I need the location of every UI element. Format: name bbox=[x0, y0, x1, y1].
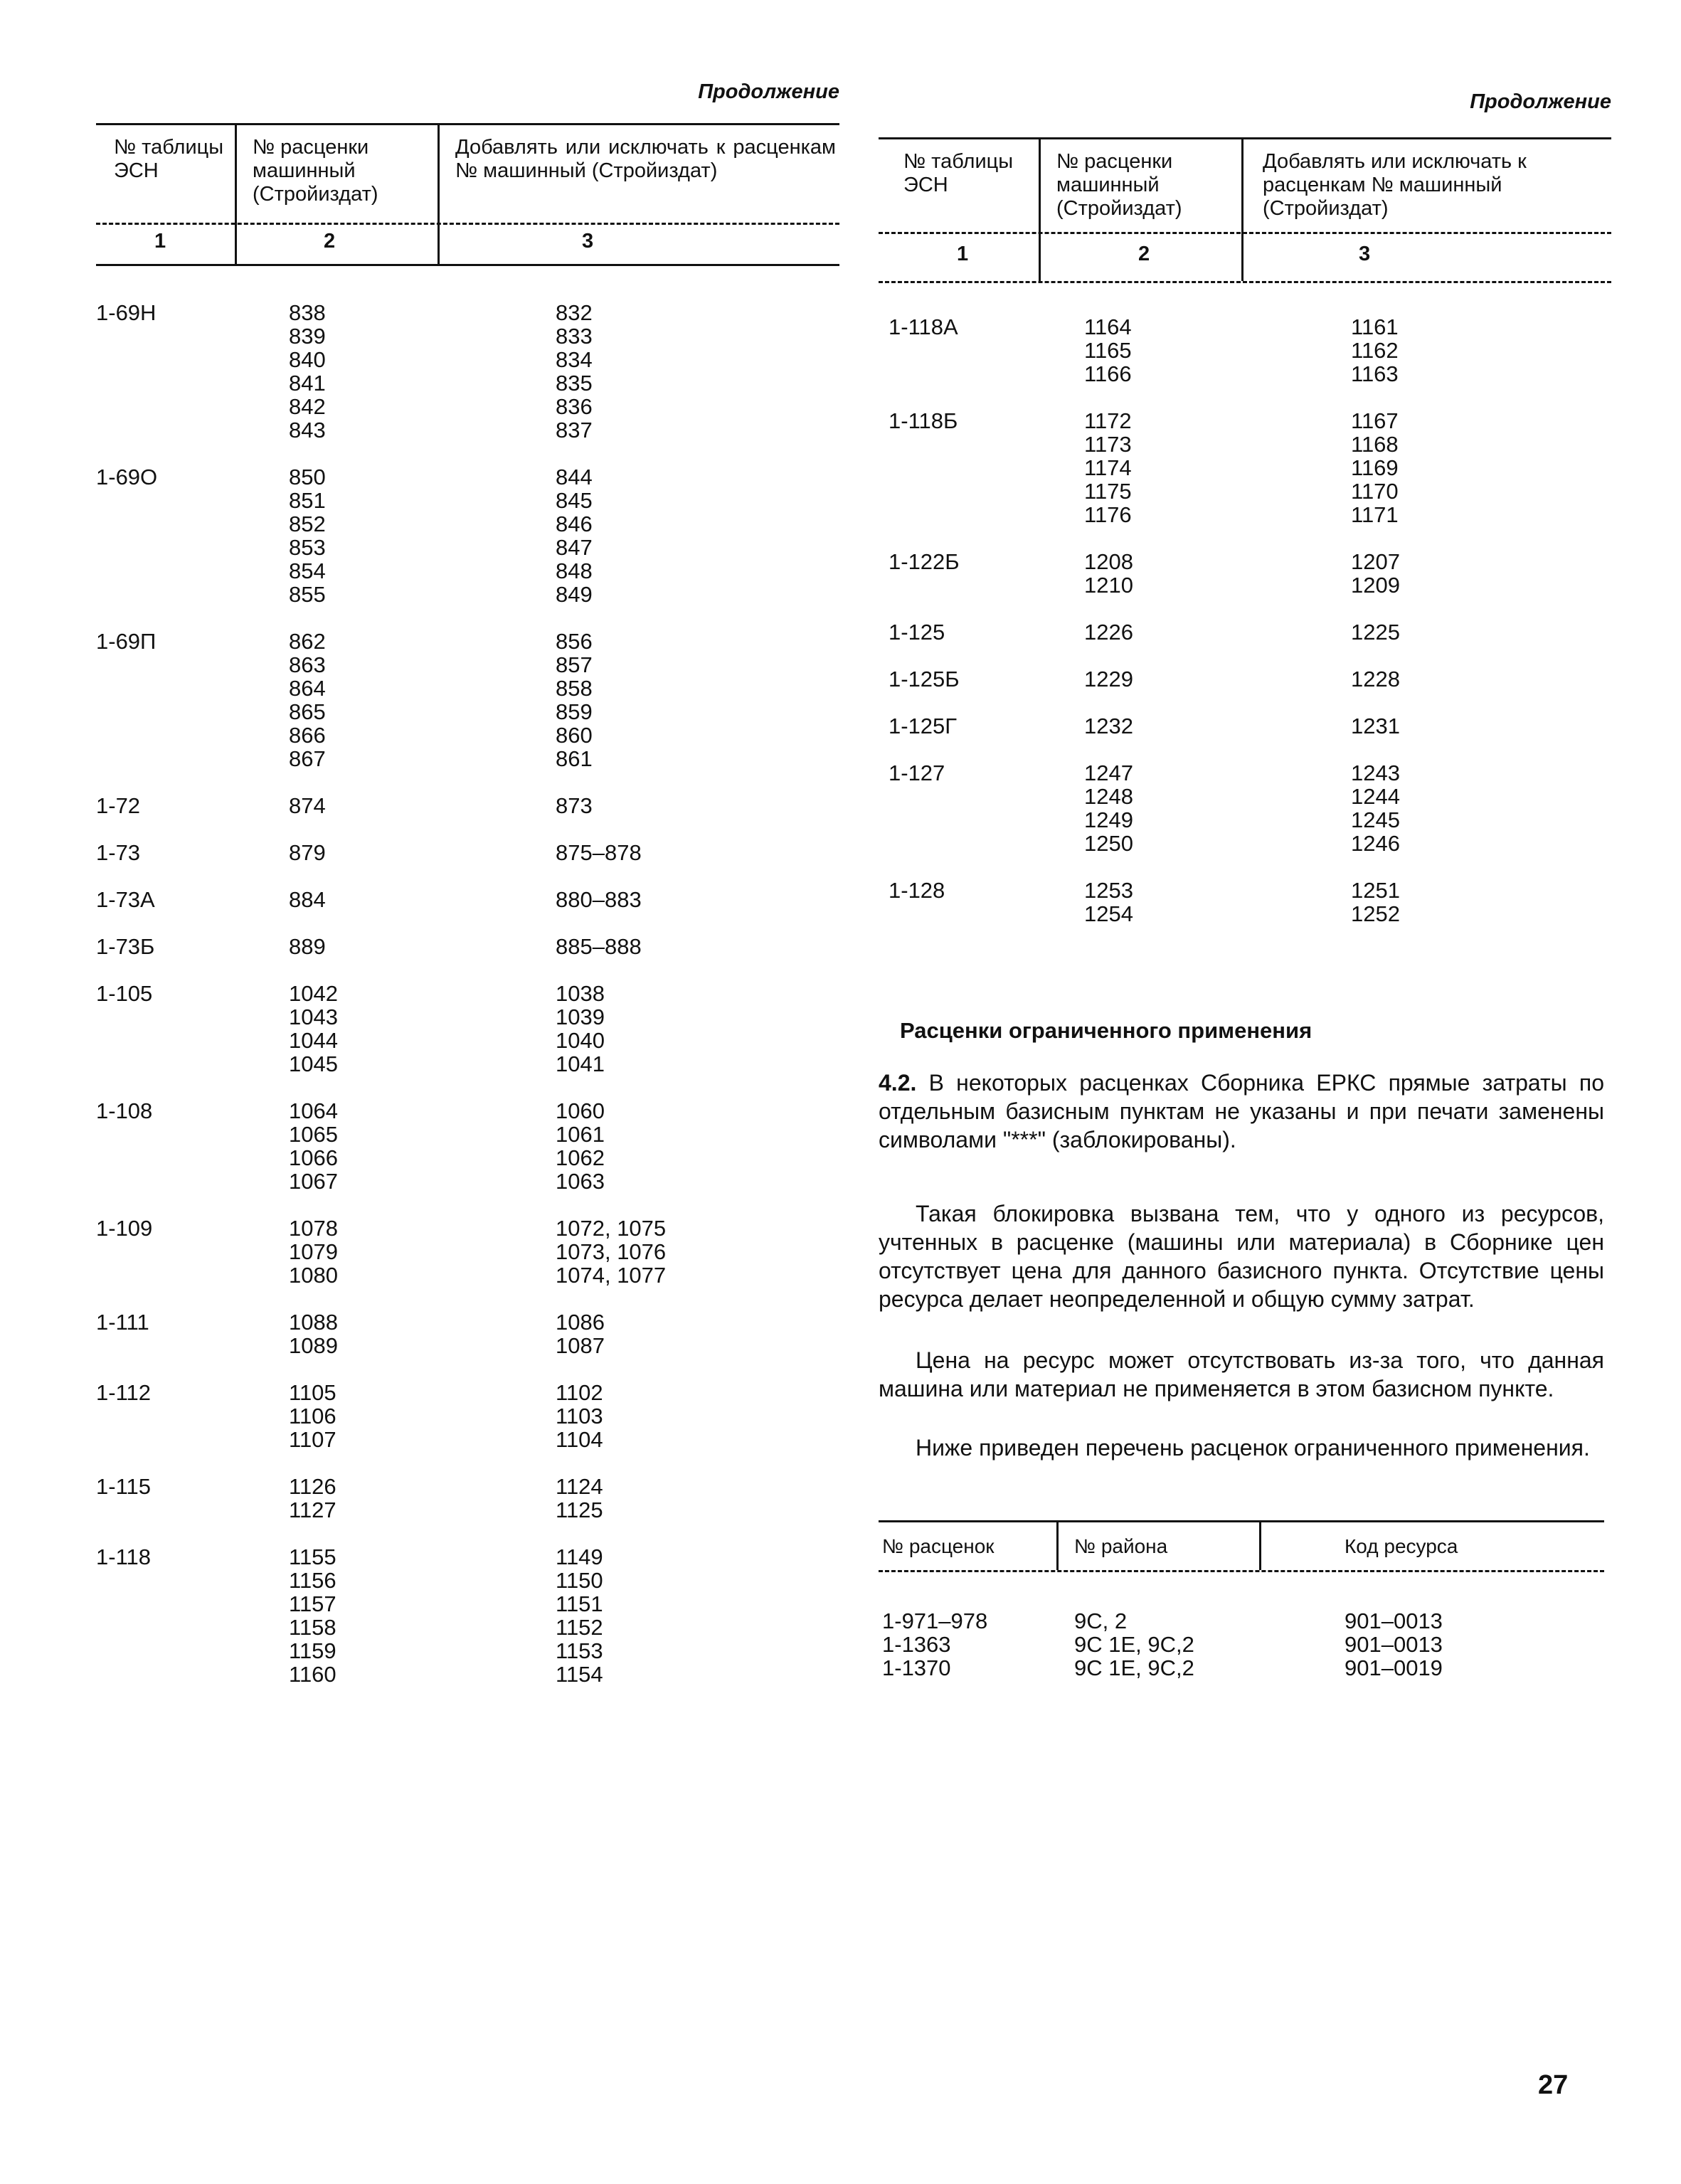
table-row-group bbox=[96, 301, 839, 442]
table-number: 1-108 bbox=[96, 1098, 153, 1123]
header-col3: Добавлять или исключать к расценкам № машинный (Стройиздат) bbox=[1263, 150, 1527, 220]
header-bottom-rule bbox=[96, 264, 839, 266]
adjust-codes bbox=[556, 888, 642, 911]
adjust-code: 1063 bbox=[556, 1169, 605, 1194]
adjust-code: 1244 bbox=[1351, 784, 1400, 809]
rate-code: 866 bbox=[289, 723, 326, 748]
adjust-code: 860 bbox=[556, 723, 593, 748]
table-number: 1-118Б bbox=[889, 408, 958, 433]
adjust-codes bbox=[556, 1099, 605, 1193]
rate-codes bbox=[1084, 714, 1248, 738]
header-col1: № таблицы ЭСН bbox=[114, 136, 224, 182]
rate-code: 879 bbox=[289, 840, 326, 865]
adjust-code: 835 bbox=[556, 371, 593, 396]
limited-code: 1-971–978 bbox=[882, 1608, 988, 1633]
adjust-codes bbox=[1351, 315, 1399, 386]
paragraph-1-text: В некоторых расценках Сборника ЕРКС прямые затраты по отдельным базисным пунктам не указаны и при печати заменены символами "***" (заблокированы). bbox=[879, 1070, 1604, 1152]
adjust-code: 847 bbox=[556, 535, 593, 560]
rate-code: 1089 bbox=[289, 1333, 338, 1358]
rate-code: 1157 bbox=[289, 1591, 336, 1616]
rate-code: 1105 bbox=[289, 1380, 336, 1405]
adjust-codes bbox=[556, 1475, 603, 1522]
rate-codes bbox=[1084, 550, 1248, 597]
rate-code: 850 bbox=[289, 465, 326, 489]
rate-code: 865 bbox=[289, 699, 326, 724]
rate-code: 1156 bbox=[289, 1568, 336, 1593]
table-number: 1-122Б bbox=[889, 549, 960, 574]
adjust-code: 1087 bbox=[556, 1333, 605, 1358]
adjust-code: 875–878 bbox=[556, 840, 642, 865]
adjust-code: 1251 bbox=[1351, 878, 1400, 903]
table-row-group bbox=[96, 982, 839, 1076]
rate-codes bbox=[289, 301, 452, 442]
header-mid-rule bbox=[879, 232, 1611, 234]
rate-code: 1232 bbox=[1084, 714, 1133, 738]
rate-code: 1253 bbox=[1084, 878, 1133, 903]
rate-code: 855 bbox=[289, 582, 326, 607]
limited-header-divider-2 bbox=[1259, 1520, 1261, 1570]
rate-code: 1159 bbox=[289, 1638, 336, 1663]
header-num3: 3 bbox=[1359, 243, 1371, 265]
table-number: 1-125Б bbox=[889, 667, 960, 691]
adjust-code: 1245 bbox=[1351, 807, 1400, 832]
table-row-group bbox=[879, 761, 1611, 855]
table-number: 1-72 bbox=[96, 793, 141, 818]
rate-code: 1158 bbox=[289, 1615, 336, 1640]
adjust-code: 1243 bbox=[1351, 760, 1400, 785]
limited-code: 1-1370 bbox=[882, 1655, 951, 1680]
rate-code: 874 bbox=[289, 793, 326, 818]
limited-region: 9С 1Е, 9С,2 bbox=[1074, 1655, 1194, 1680]
table-number: 1-112 bbox=[96, 1380, 151, 1405]
adjust-code: 844 bbox=[556, 465, 593, 489]
adjust-code: 1152 bbox=[556, 1615, 603, 1640]
adjust-code: 857 bbox=[556, 652, 593, 677]
rate-code: 1165 bbox=[1084, 338, 1132, 363]
header-mid-rule bbox=[96, 223, 839, 225]
table-number: 1-118А bbox=[889, 314, 958, 339]
header-num2: 2 bbox=[324, 230, 336, 253]
adjust-codes bbox=[556, 794, 593, 817]
limited-resource: 901–0013 bbox=[1345, 1632, 1443, 1657]
adjust-code: 1039 bbox=[556, 1004, 605, 1029]
adjust-code: 849 bbox=[556, 582, 593, 607]
rate-code: 852 bbox=[289, 511, 326, 536]
table-row-group bbox=[96, 1310, 839, 1357]
rate-code: 1229 bbox=[1084, 667, 1133, 691]
table-row-group bbox=[96, 1545, 839, 1686]
rate-codes bbox=[289, 1310, 452, 1357]
adjust-code: 861 bbox=[556, 746, 593, 771]
limited-header-divider-1 bbox=[1056, 1520, 1059, 1570]
paragraph-1 bbox=[879, 1069, 1604, 1154]
adjust-code: 1102 bbox=[556, 1380, 603, 1405]
rate-code: 1249 bbox=[1084, 807, 1133, 832]
rate-code: 864 bbox=[289, 676, 326, 701]
rate-code: 1127 bbox=[289, 1497, 336, 1522]
paragraph-2-text: Такая блокировка вызвана тем, что у одного из ресурсов, учтенных в расценке (машины или материала) в Сборнике цен отсутствует цена для данного базисного пункта. Отсутствие цены ресурса делает неопределенной и общую сумму затрат. bbox=[879, 1201, 1604, 1312]
rate-codes bbox=[289, 465, 452, 606]
paragraph-1-number: 4.2. bbox=[879, 1070, 917, 1096]
rate-code: 1043 bbox=[289, 1004, 338, 1029]
rate-codes bbox=[289, 630, 452, 770]
table-row-group bbox=[96, 1381, 839, 1451]
rate-code: 854 bbox=[289, 558, 326, 583]
table-row-group bbox=[879, 667, 1611, 691]
table-row-group bbox=[96, 630, 839, 770]
rate-codes bbox=[1084, 620, 1248, 644]
table-row-group bbox=[96, 888, 839, 911]
header-col2: № расценки машинный (Стройиздат) bbox=[253, 136, 378, 206]
adjust-code: 858 bbox=[556, 676, 593, 701]
adjust-code: 832 bbox=[556, 300, 593, 325]
header-top-rule bbox=[96, 123, 839, 125]
table-row-group bbox=[96, 794, 839, 817]
rate-code: 1166 bbox=[1084, 361, 1132, 386]
rate-code: 889 bbox=[289, 934, 326, 959]
adjust-code: 873 bbox=[556, 793, 593, 818]
rate-code: 1078 bbox=[289, 1216, 338, 1241]
adjust-code: 1168 bbox=[1351, 432, 1399, 457]
rate-code: 851 bbox=[289, 488, 326, 513]
adjust-code: 1062 bbox=[556, 1145, 605, 1170]
table-row-group bbox=[879, 550, 1611, 597]
rate-code: 1176 bbox=[1084, 502, 1132, 527]
limited-table-header-rule bbox=[879, 1570, 1604, 1572]
adjust-code: 1170 bbox=[1351, 479, 1399, 504]
rate-codes bbox=[289, 1216, 452, 1287]
rate-code: 1248 bbox=[1084, 784, 1133, 809]
rate-code: 1079 bbox=[289, 1239, 338, 1264]
rate-code: 1107 bbox=[289, 1427, 336, 1452]
adjust-code: 1104 bbox=[556, 1427, 603, 1452]
rate-codes bbox=[289, 1099, 452, 1193]
rate-codes bbox=[289, 1545, 452, 1686]
rate-code: 1208 bbox=[1084, 549, 1133, 574]
rate-codes bbox=[289, 841, 452, 864]
adjust-code: 880–883 bbox=[556, 887, 642, 912]
table-number: 1-125Г bbox=[889, 714, 958, 738]
table-row-group bbox=[96, 1475, 839, 1522]
table-row bbox=[879, 1633, 1611, 1656]
rate-code: 1164 bbox=[1084, 314, 1132, 339]
header-bottom-rule bbox=[879, 281, 1611, 283]
adjust-codes bbox=[1351, 620, 1400, 644]
adjust-codes bbox=[556, 841, 642, 864]
table-row-group bbox=[879, 714, 1611, 738]
adjust-code: 1228 bbox=[1351, 667, 1400, 691]
header-top-rule bbox=[879, 137, 1611, 139]
rate-code: 1210 bbox=[1084, 573, 1133, 598]
adjust-code: 1162 bbox=[1351, 338, 1399, 363]
adjust-code: 1169 bbox=[1351, 455, 1399, 480]
limited-resource: 901–0019 bbox=[1345, 1655, 1443, 1680]
paragraph-3 bbox=[879, 1346, 1604, 1403]
rate-codes bbox=[289, 1381, 452, 1451]
adjust-code: 1150 bbox=[556, 1568, 603, 1593]
table-row-group bbox=[96, 1216, 839, 1287]
adjust-code: 1231 bbox=[1351, 714, 1400, 738]
adjust-code: 1171 bbox=[1351, 502, 1399, 527]
table-row-group bbox=[96, 841, 839, 864]
rate-codes bbox=[1084, 409, 1248, 526]
header-divider-1 bbox=[1039, 137, 1041, 281]
header-num2: 2 bbox=[1138, 243, 1150, 265]
table-row-group bbox=[96, 1099, 839, 1193]
adjust-codes bbox=[556, 301, 593, 442]
right-table-body bbox=[879, 315, 1611, 926]
limited-header-col1: № расценок bbox=[882, 1535, 995, 1557]
rate-codes bbox=[1084, 667, 1248, 691]
adjust-codes bbox=[1351, 879, 1400, 926]
limited-header-col2: № района bbox=[1074, 1535, 1168, 1557]
adjust-codes bbox=[556, 935, 642, 958]
adjust-code: 1151 bbox=[556, 1591, 603, 1616]
rate-code: 862 bbox=[289, 629, 326, 654]
rate-code: 867 bbox=[289, 746, 326, 771]
rate-codes bbox=[1084, 315, 1248, 386]
header-col1: № таблицы ЭСН bbox=[903, 150, 1014, 196]
header-divider-2 bbox=[438, 123, 440, 264]
adjust-codes bbox=[1351, 714, 1400, 738]
rate-code: 1088 bbox=[289, 1310, 338, 1335]
limited-region: 9С, 2 bbox=[1074, 1608, 1128, 1633]
rate-code: 843 bbox=[289, 418, 326, 442]
table-row bbox=[879, 1656, 1611, 1680]
table-number: 1-73А bbox=[96, 887, 155, 912]
adjust-code: 1153 bbox=[556, 1638, 603, 1663]
rate-codes bbox=[289, 982, 452, 1076]
adjust-codes bbox=[556, 1381, 603, 1451]
table-number: 1-109 bbox=[96, 1216, 153, 1241]
rate-code: 839 bbox=[289, 324, 326, 349]
continuation-label-right: Продолжение bbox=[1470, 90, 1611, 113]
rate-code: 1066 bbox=[289, 1145, 338, 1170]
adjust-codes bbox=[1351, 550, 1400, 597]
rate-codes bbox=[289, 794, 452, 817]
table-row-group bbox=[96, 465, 839, 606]
rate-code: 840 bbox=[289, 347, 326, 372]
adjust-code: 848 bbox=[556, 558, 593, 583]
rate-code: 1042 bbox=[289, 981, 338, 1006]
adjust-codes bbox=[556, 465, 593, 606]
adjust-code: 1163 bbox=[1351, 361, 1399, 386]
table-number: 1-111 bbox=[96, 1310, 149, 1335]
rate-code: 838 bbox=[289, 300, 326, 325]
adjust-code: 1154 bbox=[556, 1662, 603, 1687]
rate-code: 1067 bbox=[289, 1169, 338, 1194]
adjust-code: 846 bbox=[556, 511, 593, 536]
adjust-code: 1038 bbox=[556, 981, 605, 1006]
header-col2: № расценки машинный (Стройиздат) bbox=[1056, 150, 1182, 220]
table-row-group bbox=[879, 879, 1611, 926]
header-divider-1 bbox=[235, 123, 237, 264]
left-table-body bbox=[96, 301, 839, 1686]
adjust-codes bbox=[1351, 761, 1400, 855]
rate-code: 1045 bbox=[289, 1051, 338, 1076]
rate-codes bbox=[1084, 879, 1248, 926]
adjust-code: 845 bbox=[556, 488, 593, 513]
adjust-code: 1124 bbox=[556, 1474, 603, 1499]
table-number: 1-105 bbox=[96, 981, 153, 1006]
adjust-code: 1060 bbox=[556, 1098, 605, 1123]
rate-code: 1250 bbox=[1084, 831, 1133, 856]
rate-code: 841 bbox=[289, 371, 326, 396]
rate-code: 1247 bbox=[1084, 760, 1133, 785]
limited-code: 1-1363 bbox=[882, 1632, 951, 1657]
rate-codes bbox=[289, 1475, 452, 1522]
rate-codes bbox=[289, 935, 452, 958]
section-heading: Расценки ограниченного применения bbox=[900, 1018, 1313, 1043]
paragraph-4 bbox=[879, 1433, 1604, 1462]
header-num3: 3 bbox=[582, 230, 594, 253]
table-row-group bbox=[879, 409, 1611, 526]
table-number: 1-125 bbox=[889, 620, 945, 645]
rate-code: 853 bbox=[289, 535, 326, 560]
rate-code: 1080 bbox=[289, 1263, 338, 1288]
adjust-code: 885–888 bbox=[556, 934, 642, 959]
adjust-code: 1225 bbox=[1351, 620, 1400, 645]
limited-region: 9С 1Е, 9С,2 bbox=[1074, 1632, 1194, 1657]
rate-code: 1160 bbox=[289, 1662, 336, 1687]
rate-code: 1174 bbox=[1084, 455, 1132, 480]
adjust-code: 833 bbox=[556, 324, 593, 349]
adjust-code: 1207 bbox=[1351, 549, 1400, 574]
table-row-group bbox=[96, 935, 839, 958]
adjust-codes bbox=[1351, 667, 1400, 691]
adjust-codes bbox=[556, 1216, 666, 1287]
adjust-code: 856 bbox=[556, 629, 593, 654]
limited-resource: 901–0013 bbox=[1345, 1608, 1443, 1633]
continuation-label-left: Продолжение bbox=[698, 80, 839, 103]
rate-code: 1226 bbox=[1084, 620, 1133, 645]
rate-code: 1155 bbox=[289, 1544, 336, 1569]
header-num1: 1 bbox=[154, 230, 166, 253]
adjust-codes bbox=[1351, 409, 1399, 526]
limited-header-col3: Код ресурса bbox=[1345, 1535, 1458, 1557]
adjust-code: 1209 bbox=[1351, 573, 1400, 598]
header-num1: 1 bbox=[957, 243, 969, 265]
rate-code: 1106 bbox=[289, 1404, 336, 1428]
limited-table-body bbox=[879, 1609, 1611, 1680]
rate-code: 1126 bbox=[289, 1474, 336, 1499]
adjust-code: 1149 bbox=[556, 1544, 603, 1569]
rate-codes bbox=[1084, 761, 1248, 855]
table-number: 1-73 bbox=[96, 840, 141, 865]
adjust-codes bbox=[556, 1545, 603, 1686]
rate-code: 1065 bbox=[289, 1122, 338, 1147]
adjust-code: 1086 bbox=[556, 1310, 605, 1335]
adjust-code: 1074, 1077 bbox=[556, 1263, 667, 1288]
rate-code: 1172 bbox=[1084, 408, 1132, 433]
adjust-codes bbox=[556, 630, 593, 770]
table-number: 1-73Б bbox=[96, 934, 155, 959]
adjust-code: 836 bbox=[556, 394, 593, 419]
table-row bbox=[879, 1609, 1611, 1633]
adjust-codes bbox=[556, 982, 605, 1076]
adjust-code: 859 bbox=[556, 699, 593, 724]
adjust-code: 837 bbox=[556, 418, 593, 442]
adjust-code: 834 bbox=[556, 347, 593, 372]
adjust-code: 1161 bbox=[1351, 314, 1399, 339]
table-number: 1-69Н bbox=[96, 300, 157, 325]
table-row-group bbox=[879, 620, 1611, 644]
rate-code: 1064 bbox=[289, 1098, 338, 1123]
page-number: 27 bbox=[1538, 2070, 1569, 2100]
table-number: 1-127 bbox=[889, 760, 945, 785]
adjust-code: 1073, 1076 bbox=[556, 1239, 667, 1264]
adjust-code: 1252 bbox=[1351, 901, 1400, 926]
rate-code: 884 bbox=[289, 887, 326, 912]
rate-code: 1173 bbox=[1084, 432, 1132, 457]
adjust-code: 1040 bbox=[556, 1028, 605, 1053]
header-divider-2 bbox=[1241, 137, 1243, 281]
adjust-codes bbox=[556, 1310, 605, 1357]
table-number: 1-128 bbox=[889, 878, 945, 903]
paragraph-2 bbox=[879, 1199, 1604, 1313]
adjust-code: 1167 bbox=[1351, 408, 1399, 433]
rate-code: 1254 bbox=[1084, 901, 1133, 926]
paragraph-4-text: Ниже приведен перечень расценок ограниченного применения. bbox=[916, 1435, 1590, 1461]
table-row-group bbox=[879, 315, 1611, 386]
adjust-code: 1072, 1075 bbox=[556, 1216, 667, 1241]
adjust-code: 1061 bbox=[556, 1122, 605, 1147]
paragraph-3-text: Цена на ресурс может отсутствовать из-за того, что данная машина или материал не применяется в этом базисном пункте. bbox=[879, 1347, 1604, 1401]
limited-table-top-rule bbox=[879, 1520, 1604, 1522]
table-number: 1-118 bbox=[96, 1544, 151, 1569]
table-number: 1-69О bbox=[96, 465, 158, 489]
table-number: 1-115 bbox=[96, 1474, 151, 1499]
table-number: 1-69П bbox=[96, 629, 157, 654]
adjust-code: 1125 bbox=[556, 1497, 603, 1522]
rate-codes bbox=[289, 888, 452, 911]
rate-code: 863 bbox=[289, 652, 326, 677]
rate-code: 1175 bbox=[1084, 479, 1132, 504]
header-col3: Добавлять или исключать к расценкам № машинный (Стройиздат) bbox=[455, 136, 836, 182]
rate-code: 842 bbox=[289, 394, 326, 419]
adjust-code: 1103 bbox=[556, 1404, 603, 1428]
rate-code: 1044 bbox=[289, 1028, 338, 1053]
adjust-code: 1041 bbox=[556, 1051, 605, 1076]
adjust-code: 1246 bbox=[1351, 831, 1400, 856]
